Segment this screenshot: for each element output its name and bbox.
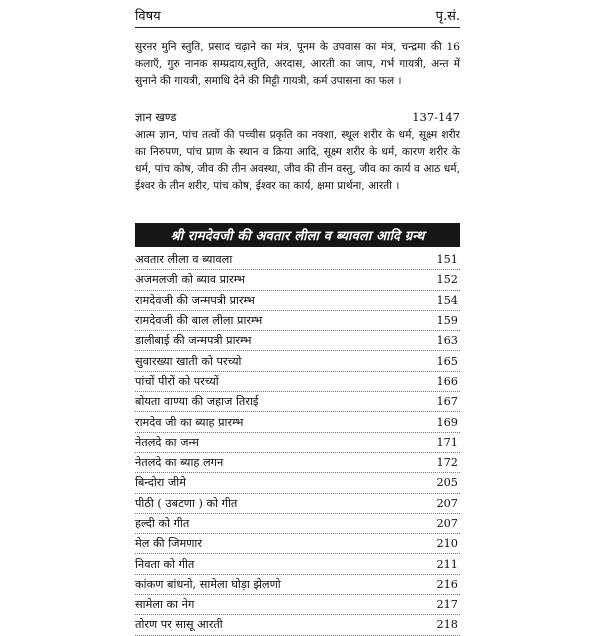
entry-page: 159 [436,314,458,328]
entry-page: 151 [436,253,458,267]
entry-page: 210 [436,537,458,551]
entry-page: 218 [436,618,458,632]
entry-title: बिन्दोरा जीमे [135,476,186,490]
section-pages: 137-147 [412,110,460,124]
entry-title: पीठी ( उबटणा ) को गीत [135,496,238,510]
entry-title: रामदेवजी की बाल लीला प्रारम्भ [135,314,263,328]
entry-title: कांकण बांधनो, सामेला घोड़ा झेलणो [135,577,281,591]
entry-title: पांचों पीरों को परच्यों [135,374,219,388]
list-item [135,331,460,351]
entry-page: 163 [436,334,458,348]
list-item [135,291,460,311]
entry-title: डालीबाई की जन्मपत्री प्रारम्भ [135,334,252,348]
list-item [135,311,460,331]
entry-title: रामदेवजी की जन्मपत्री प्रारम्भ [135,293,255,307]
entry-title: रामदेव जी का ब्याह प्रारम्भ [135,415,244,429]
list-item [135,595,460,615]
entry-page: 167 [436,395,458,409]
index-header [135,6,460,28]
entry-title: नेतलदे का ब्याह लगन [135,456,224,470]
list-item [135,615,460,635]
entry-page: 171 [436,435,458,449]
entry-title: नेतलदे का जन्म [135,435,199,449]
entry-title: हल्दी को गीत [135,517,190,530]
entry-page: 216 [436,577,458,591]
section-banner: श्री रामदेवजी की अवतार लीला व ब्यावला आदि ग्रन्थ [135,223,460,247]
entry-title: निवता को गीत [135,557,195,571]
list-item [135,372,460,392]
header-subject-label: विषय [135,9,161,24]
list-item [135,453,460,473]
list-item [135,270,460,290]
entry-page: 207 [436,496,458,510]
entry-page: 166 [436,374,458,388]
entry-title: सामेला का नेग [135,598,195,612]
list-item [135,514,460,534]
contents-list [135,250,460,636]
header-page-label: पृ.सं. [435,9,460,24]
entry-page: 217 [436,598,458,612]
entry-page: 207 [436,517,458,530]
entry-title: अजमलजी को ब्याव प्रारम्भ [135,273,245,287]
entry-title: मेल की जिमणार [135,537,202,551]
list-item [135,534,460,554]
section-paragraph: आत्म ज्ञान, पांच तत्वों की पच्चीस प्रकृति का नक्शा, स्थूल शरीर के धर्म, सूक्ष्म शरीर का निरुपण, पांच प्राण के स्थान व क्रिया आदि, सूक्ष्म शरीर के धर्म, कारण शरीर के धर्म, पांच कोष, जीव की तीन अवस्था, जीव की तीन वस्तु, जीव का कार्य व आठ धर्म, ईश्वर के तीन शरीर, पांच कोष, ईश्वर का कार्य, क्षमा प्रार्थना, आरती । [135,129,460,192]
entry-page: 169 [436,415,458,429]
entry-page: 205 [436,476,458,490]
entry-title: बोयता वाण्या की जहाज तिराई [135,395,259,409]
entry-title: अवतार लीला व ब्यावला [135,253,233,267]
intro-paragraph: सुरनर मुनि स्तुति, प्रसाद चढ़ाने का मंत्र, पूनम के उपवास का मंत्र, चन्द्रमा की 16 कलाएँ, गुरु नानक सम्प्रदाय,स्तुति, अरदास, आरती का जाप, गर्भ गायत्री, अन्त में सुनाने की गायत्री, समाधि देने की मिट्टी गायत्री, कर्म उपासना का फल । [135,41,460,87]
list-item [135,473,460,493]
entry-page: 172 [436,456,458,470]
list-item [135,412,460,432]
list-item [135,494,460,514]
list-item [135,433,460,453]
entry-page: 211 [436,557,458,571]
section-heading-row [135,110,460,125]
entry-title: सुवारख्या खाती को परच्यो [135,354,242,368]
list-item [135,575,460,595]
list-item [135,392,460,412]
entry-title: तोरण पर सासू आरती [135,618,223,632]
list-item [135,554,460,574]
list-item [135,250,460,270]
entry-page: 152 [436,273,458,287]
list-item [135,351,460,371]
entry-page: 154 [436,293,458,307]
section-title: ज्ञान खण्ड [135,110,177,124]
entry-page: 165 [436,354,458,368]
